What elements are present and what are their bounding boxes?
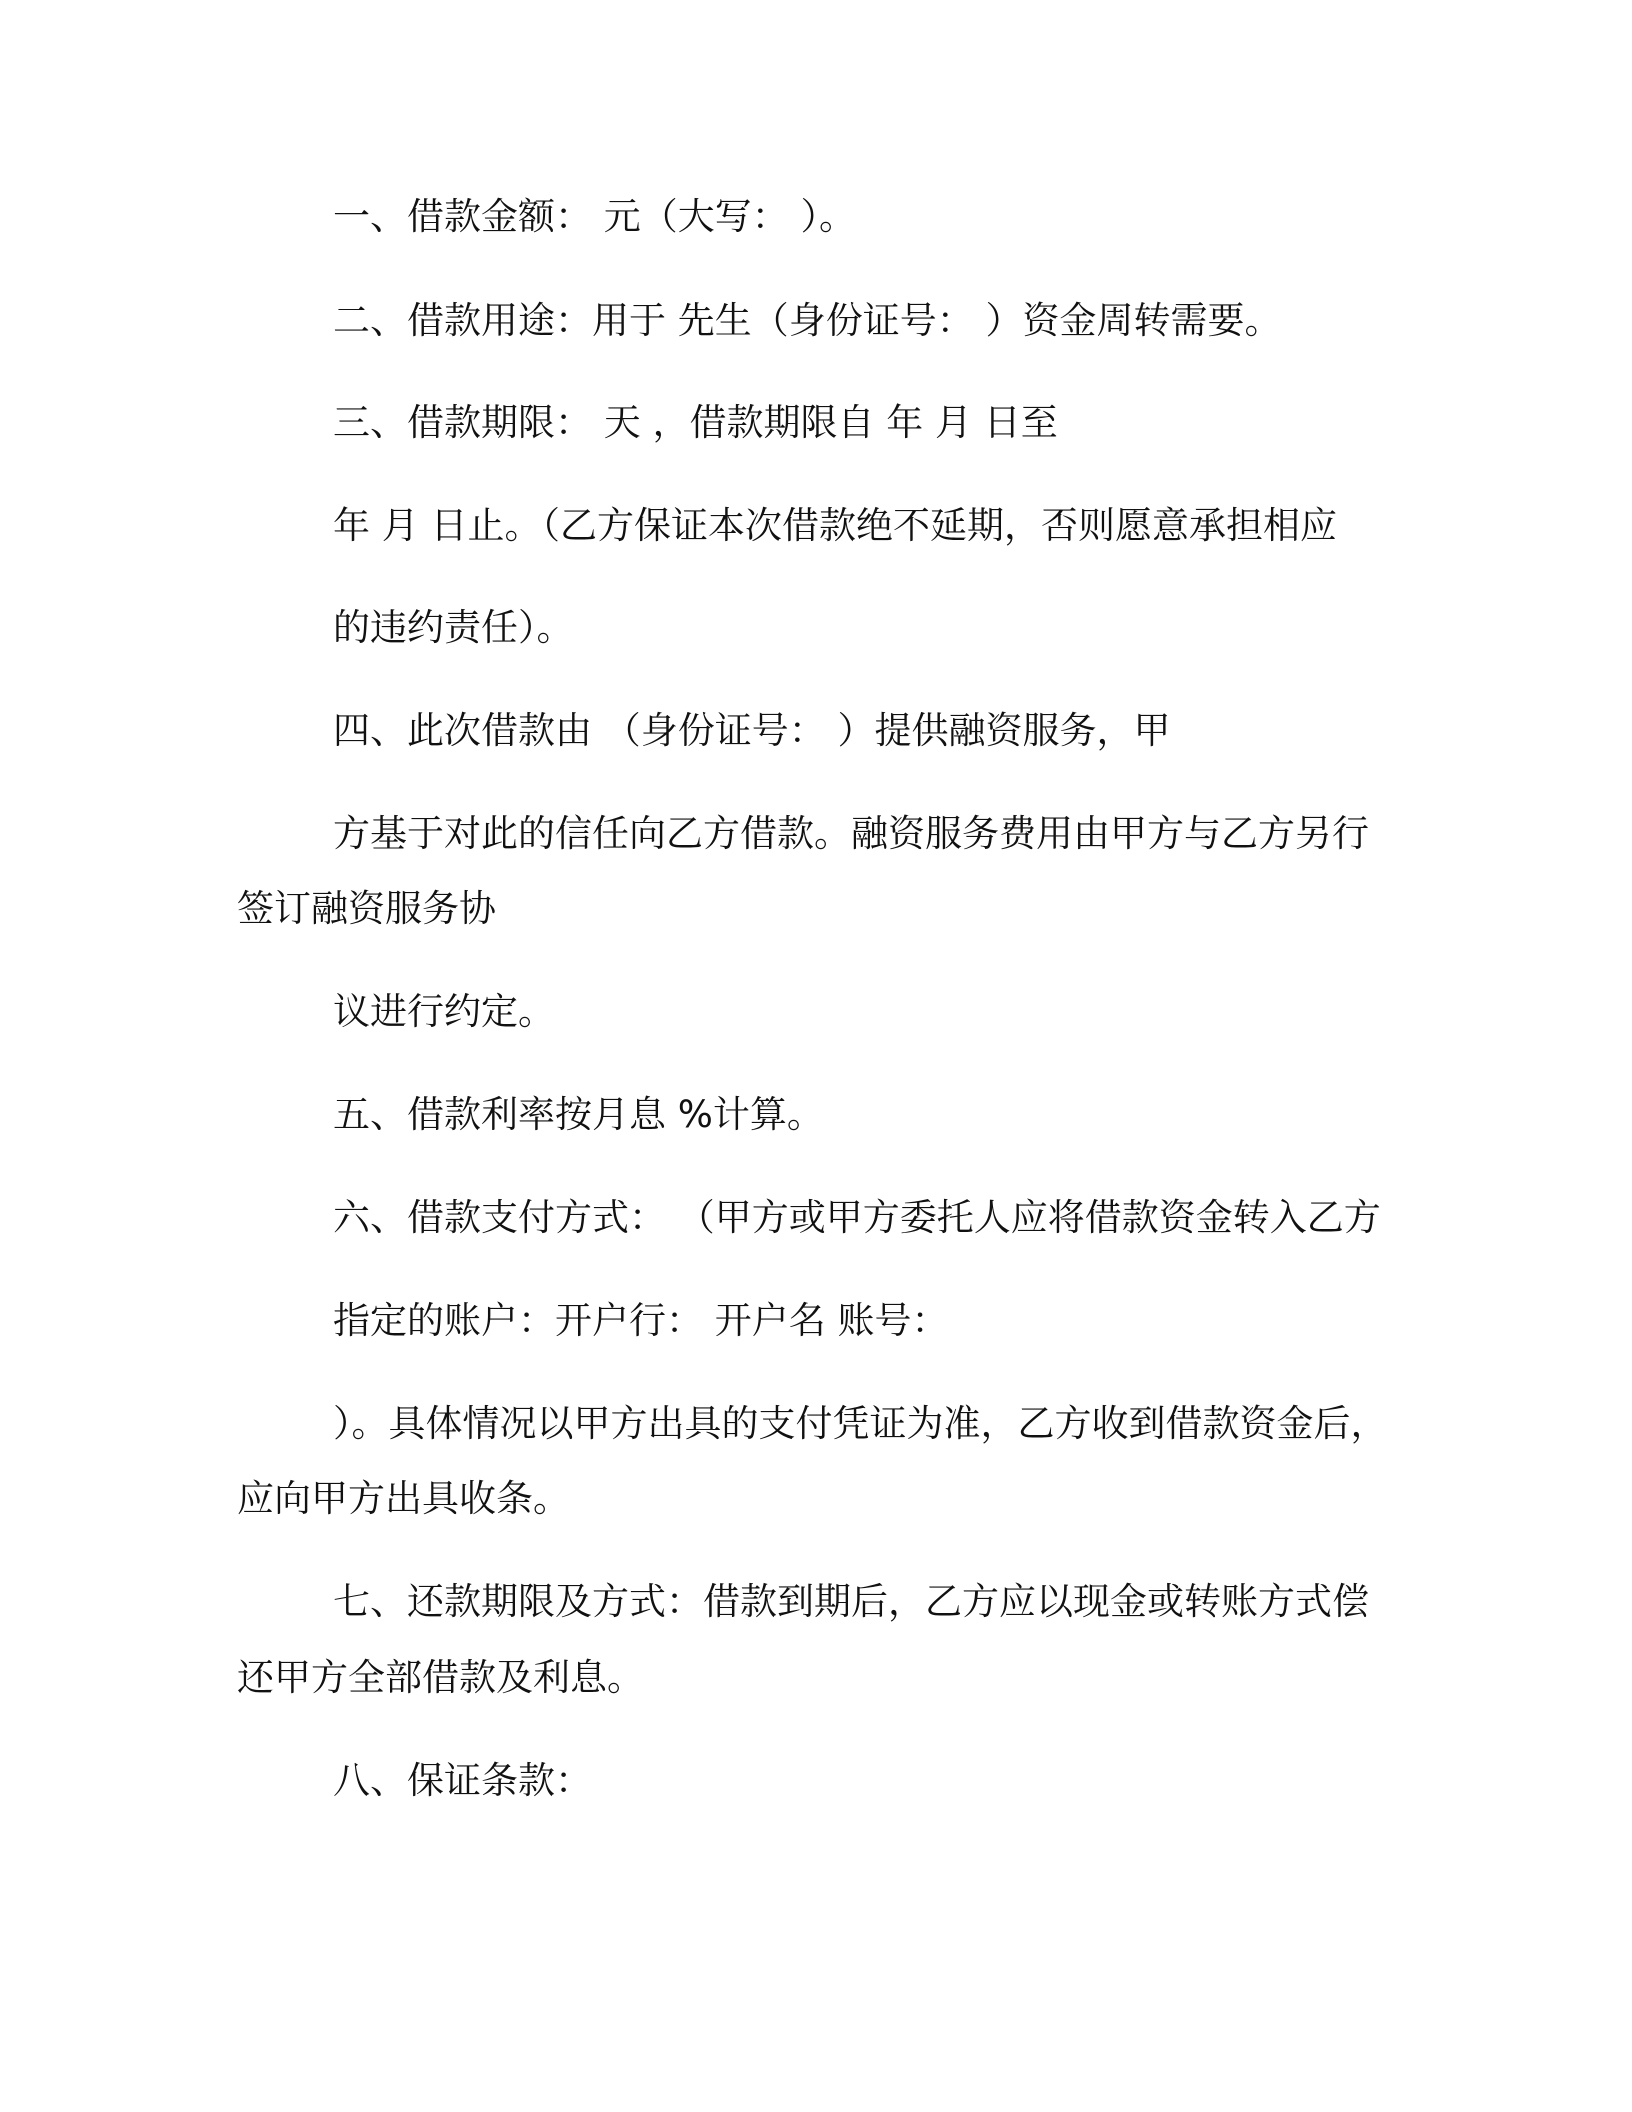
clause-8-guarantee: 八、保证条款：: [333, 1759, 592, 1802]
clause-3-term-end: 的违约责任）。: [333, 606, 574, 649]
clause-3-term: 三、借款期限： 天 ，借款期限自 年 月 日至: [333, 401, 1058, 444]
clause-6-account: 指定的账户：开户行： 开户名 账号：: [333, 1299, 949, 1342]
clause-4-financing-end: 议进行约定。: [333, 990, 555, 1033]
clause-1-amount: 一、借款金额： 元（大写： ）。: [333, 195, 857, 238]
clause-6-payment: 六、借款支付方式： （甲方或甲方委托人应将借款资金转入乙方: [333, 1196, 1381, 1239]
clause-2-purpose: 二、借款用途：用于 先生（身份证号： ）资金周转需要。: [333, 299, 1282, 342]
clause-4-financing: 四、此次借款由 （身份证号： ）提供融资服务，甲: [333, 709, 1171, 752]
clause-6-receipt: 应向甲方出具收条。: [237, 1477, 570, 1520]
clause-6-voucher: ）。具体情况以甲方出具的支付凭证为准，乙方收到借款资金后，: [333, 1402, 1388, 1445]
clause-4-financing-cont: 方基于对此的信任向乙方借款。融资服务费用由甲方与乙方另行: [333, 812, 1369, 855]
clause-3-term-cont: 年 月 日止。（乙方保证本次借款绝不延期，否则愿意承担相应: [333, 504, 1338, 547]
clause-7-repayment-cont: 还甲方全部借款及利息。: [237, 1656, 644, 1699]
clause-5-interest: 五、借款利率按月息 %计算。: [333, 1093, 824, 1136]
clause-7-repayment: 七、还款期限及方式：借款到期后，乙方应以现金或转账方式偿: [333, 1580, 1369, 1623]
clause-4-financing-cont2: 签订融资服务协: [237, 887, 496, 930]
